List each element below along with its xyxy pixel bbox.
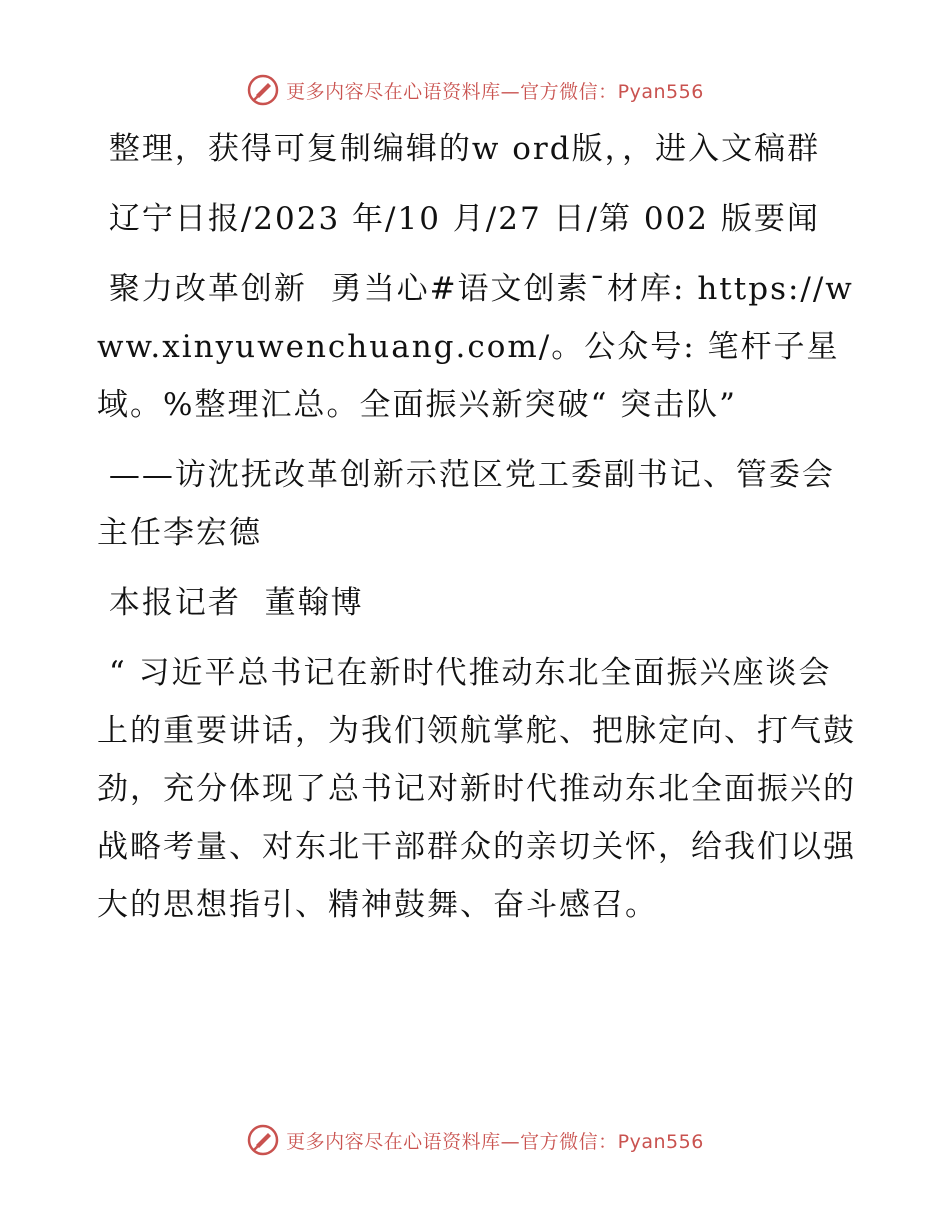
seal-logo-icon — [246, 73, 280, 107]
paragraph-byline: 本报记者 董翰博 — [97, 585, 364, 621]
paragraph-headline: 聚力改革创新 勇当心#语文创素¯材库: https://www.xinyuwenchuang.com/。公众号: 笔杆子星域。%整理汇总。全面振兴新突破“ 突击队” — [97, 271, 854, 423]
watermark-text: 更多内容尽在心语资料库—官方微信：Pyan556 — [286, 1130, 704, 1153]
header-watermark-banner — [0, 68, 950, 112]
paragraph-intro: 整理，获得可复制编辑的w ord版，，进入文稿群 — [97, 131, 821, 167]
paragraph-source: 辽宁日报/2023 年/10 月/27 日/第 002 版要闻 — [97, 201, 820, 237]
paragraph-subheadline: ——访沈抚改革创新示范区党工委副书记、管委会主任李宏德 — [97, 457, 835, 551]
seal-logo-icon — [246, 1123, 280, 1157]
watermark-text: 更多内容尽在心语资料库—官方微信：Pyan556 — [286, 80, 704, 103]
document-body — [97, 120, 857, 934]
paragraph-body: “ 习近平总书记在新时代推动东北全面振兴座谈会上的重要讲话，为我们领航掌舵、把脉定向、打气鼓劲，充分体现了总书记对新时代推动东北全面振兴的战略考量、对东北干部群众的亲切关怀，给我们以强大的思想指引、精神鼓舞、奋斗感召。 — [97, 655, 856, 923]
footer-watermark-banner — [0, 1118, 950, 1162]
